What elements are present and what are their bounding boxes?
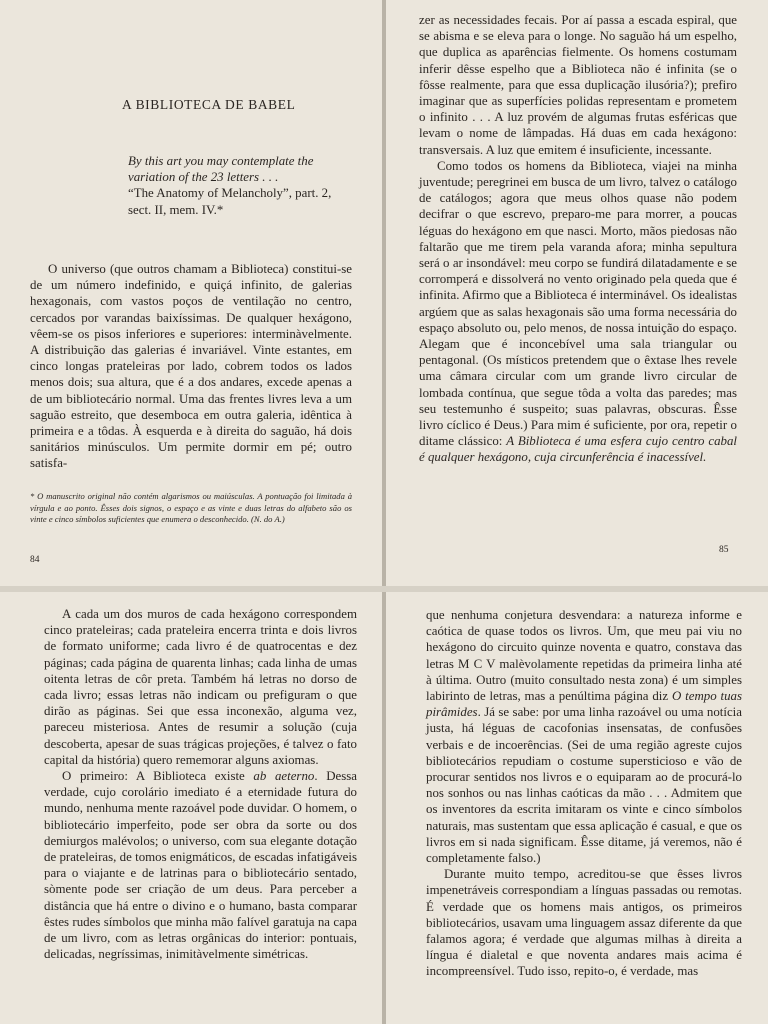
paragraph: A cada um dos muros de cada hexágono correspondem cinco prateleiras; cada prateleira encerra trinta e dois livros de formato uniforme; cada livro é de quatrocentas e dez páginas; cada página de quarenta linhas; cada linha de umas oitenta letras de côr preta. Também há letras no dorso de cada livro; essas letras não indicam ou prefiguram o que dirão as páginas. Sei que essa inconexão, alguma vez, pareceu misteriosa. Antes de resumir a solução (cuja descoberta, apesar de suas trágicas projeções, é talvez o fato capital da história) quero rememorar alguns axiomas. [44, 607, 357, 767]
paragraph-italic: ab aeterno [253, 769, 315, 784]
body-text [30, 261, 352, 472]
paragraph [419, 158, 737, 466]
paragraph-text: . Já se sabe: por uma linha razoável ou uma notícia justa, há léguas de cacofonias insensatas, de confusões verbais e de incoerências. (Sei de uma região agreste cujos bibliotecários repudiam o costume supersticioso e vão de procurar sentidos nos livros e o equiparam ao de procurá-lo nos sonhos ou nas linhas caóticas da mão . . . Admitem que os inventores da escrita imitaram os vinte e cinco símbolos naturais, mas sustentam que essa aplicação é casual, e que os livros em si nada significam. Êsse ditame, já veremos, não é completamente falso.) [426, 705, 742, 866]
footnote: * O manuscrito original não contém algarismos ou maiúsculas. A pontuação foi limitada à vírgula e ao ponto. Êsses dois signos, o espaço e as vinte e duas letras do alfabeto são os vinte e cinco símbolos suficientes que enumera o desconhecido. (N. do A.) [30, 491, 352, 524]
paragraph-italic: A Biblioteca é uma esfera cujo centro cabal é qualquer hexágono, cuja circunferência é inacessível. [419, 434, 737, 465]
paragraph [426, 607, 742, 866]
paragraph: zer as necessidades fecais. Por aí passa a escada espiral, que se abisma e se eleva para o longe. No saguão há um espelho, que duplica as aparências fielmente. Os homens costumam inferir dêsse espelho que a Biblioteca não é infinita (se o fôsse realmente, para que essa duplicação ilusória?); prefiro imaginar que as superfícies polidas representam e prometem o infinito . . . A luz provém de algumas frutas esféricas que levam o nome de lâmpadas. Há duas em cada hexágono: transversais. A luz que emitem é insuficiente, incessante. [419, 13, 737, 157]
paragraph [44, 768, 357, 962]
page-85 [386, 0, 768, 586]
paragraph-text: O primeiro: A Biblioteca existe [62, 769, 254, 784]
page-84 [0, 0, 382, 586]
epigraph-quote: By this art you may contemplate the variation of the 23 letters . . . [128, 154, 314, 185]
page-86 [0, 592, 382, 1024]
paragraph-text: que nenhuma conjetura desvendara: a natureza informe e caótica de quase todos os livros. Um, que meu pai viu no hexágono do circuito quinze noventa e quatro, constava das letras M C V malèvolamente repetidas da primeira linha até à última. Outro (muito consultado nesta zona) é um simples labirinto de letras, mas a penúltima página diz [426, 608, 742, 704]
paragraph-text: Como todos os homens da Biblioteca, viajei na minha juventude; peregrinei em busca de um livro, talvez o catálogo de catálogos; agora que meus olhos quase não podem decifrar o que escrevo, preparo-me para morrer, a poucas léguas do hexágono em que nasci. Morto, mãos piedosas não faltarão que me tirem pela varanda afora; minha sepultura será o ar insondável: meu corpo se fundirá dilatadamente e se corromperá e dissolverá no vento originado pela queda que é infinita. Afirmo que a Biblioteca é interminável. Os idealistas argúem que as salas hexagonais são uma forma necessária do espaço absoluto ou, pelo menos, de nossa intuição do espaço. Alegam que é inconcebível uma sala triangular ou pentagonal. (Os místicos pretendem que o êxtase lhes revele uma câmara circular com um grande livro circular de lombada contínua, que segue tôda a volta das paredes; mas seu testemunho é suspeito; suas palavras, obscuras. Êsse livro cíclico é Deus.) Para mim é suficiente, por ora, repetir o ditame clássico: [419, 158, 737, 449]
page-number: 85 [719, 545, 729, 555]
paragraph: Durante muito tempo, acreditou-se que êsses livros impenetráveis correspondiam a línguas passadas ou remotas. É verdade que os homens mais antigos, os primeiros bibliotecários, usavam uma linguagem assaz diferente da que falamos agora; é verdade que algumas milhas à direita a língua é dialetal e que noventa andares mais acima é incompreensível. Tudo isso, repito-o, é verdade, mas [426, 867, 742, 979]
body-text [44, 606, 357, 962]
body-text [426, 607, 742, 980]
body-text [419, 12, 737, 466]
page-87 [386, 592, 768, 1024]
paragraph-text: . Dessa verdade, cujo corolário imediato é a eternidade futura do mundo, nenhuma mente razoável pode duvidar. O homem, o bibliotecário imperfeito, pode ser obra da sorte ou dos demiurgos malévolos; o universo, com sua elegante dotação de prateleiras, de tomos enigmáticos, de escadas infatigáveis para o viajante e de latrinas para o bibliotecário sentado, sòmente pode ser criação de um deus. Para perceber a distância que há entre o divino e o humano, basta comparar êstes rudes símbolos que minha mão falível garatuja na capa de um livro, com as letras orgânicas do interior: pontuais, delicadas, negríssimas, inimitàvelmente simétricas. [44, 769, 357, 962]
paragraph: O universo (que outros chamam a Biblioteca) constitui-se de um número indefinido, e quiçá infinito, de galerias hexagonais, com vastos poços de ventilação no centro, cercados por varandas baixíssimas. De qualquer hexágono, vêem-se os pisos inferiores e superiores: interminàvelmente. A distribuição das galerias é invariável. Vinte estantes, em cinco longas prateleiras por lado, cobrem todos os lados menos dois; sua altura, que é a dos andares, excede apenas a de um bibliotecário normal. Uma das frentes livres leva a um saguão estreito, que desemboca em outra galeria, idêntica à primeira e a tôdas. À esquerda e à direita do saguão, há dois sanitários minúsculos. Um permite dormir em pé; outro satisfa- [30, 262, 352, 471]
page-number: 84 [30, 555, 40, 565]
paragraph-italic: O tempo tuas pirâmides [426, 689, 742, 720]
epigraph-source: “The Anatomy of Melancholy”, part. 2, sect. II, mem. IV.* [128, 186, 332, 217]
epigraph [128, 153, 353, 218]
chapter-title: A BIBLIOTECA DE BABEL [122, 97, 296, 112]
